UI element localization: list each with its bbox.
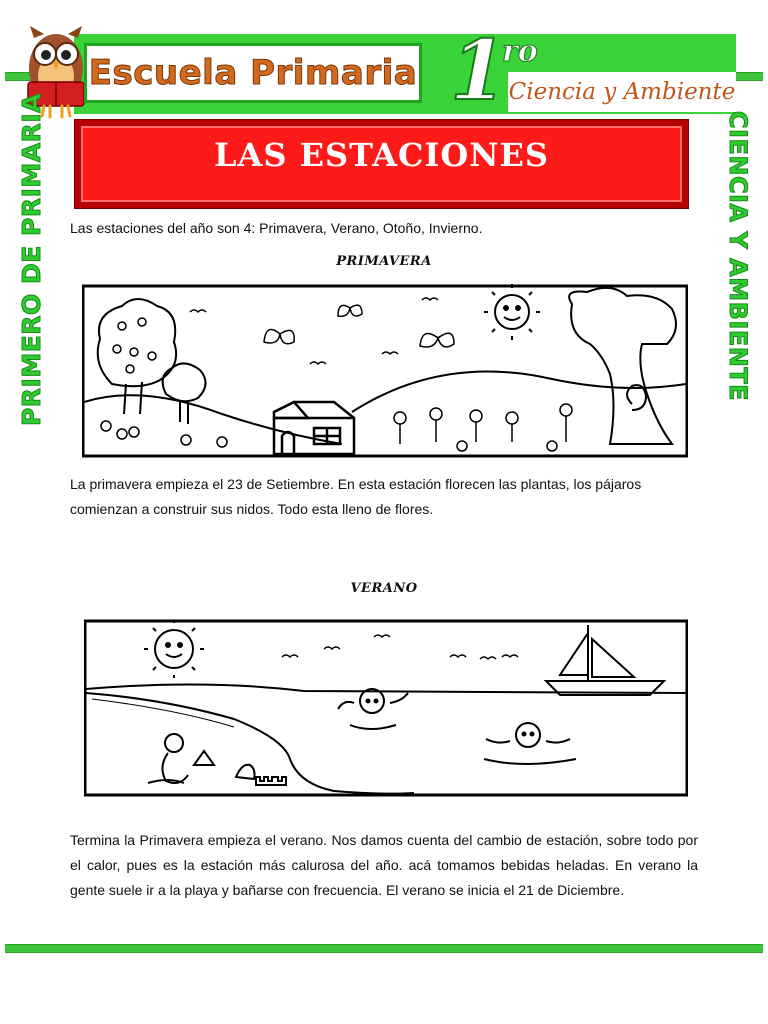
summer-illustration (84, 619, 688, 797)
summer-paragraph: Termina la Primavera empieza el verano. Nos damos cuenta del cambio de estación, sobre todo por el calor, pues es la estación más calurosa del año. acá tomamos bebidas heladas. En verano la gente suele ir a la playa y bañarse con frecuencia. El verano se inicia el 21 de Diciembre. (70, 832, 698, 898)
school-name-box (84, 43, 422, 103)
right-side-text: CIENCIA Y AMBIENTE (724, 110, 752, 402)
school-name: Escuela Primaria (88, 53, 418, 93)
spring-paragraph: La primavera empieza el 23 de Setiembre. En esta estación florecen las plantas, los pájaros comienzan a construir sus nidos. Todo esta lleno de flores. (70, 476, 642, 517)
left-side-text: PRIMERO DE PRIMARIA (17, 92, 47, 426)
grade-suffix: ro (502, 34, 538, 69)
grade-number: 1 (450, 23, 508, 119)
intro-text: Las estaciones del año son 4: Primavera, Verano, Otoño, Invierno. (70, 220, 483, 236)
title-banner (75, 120, 688, 208)
subject-box (508, 72, 736, 112)
bottom-green-rule (5, 944, 763, 953)
page-title: LAS ESTACIONES (213, 136, 550, 174)
spring-illustration (82, 284, 688, 458)
subject-name: Ciencia y Ambiente (508, 79, 736, 105)
section-heading-verano: VERANO (350, 581, 418, 596)
section-heading-primavera: PRIMAVERA (336, 254, 432, 269)
